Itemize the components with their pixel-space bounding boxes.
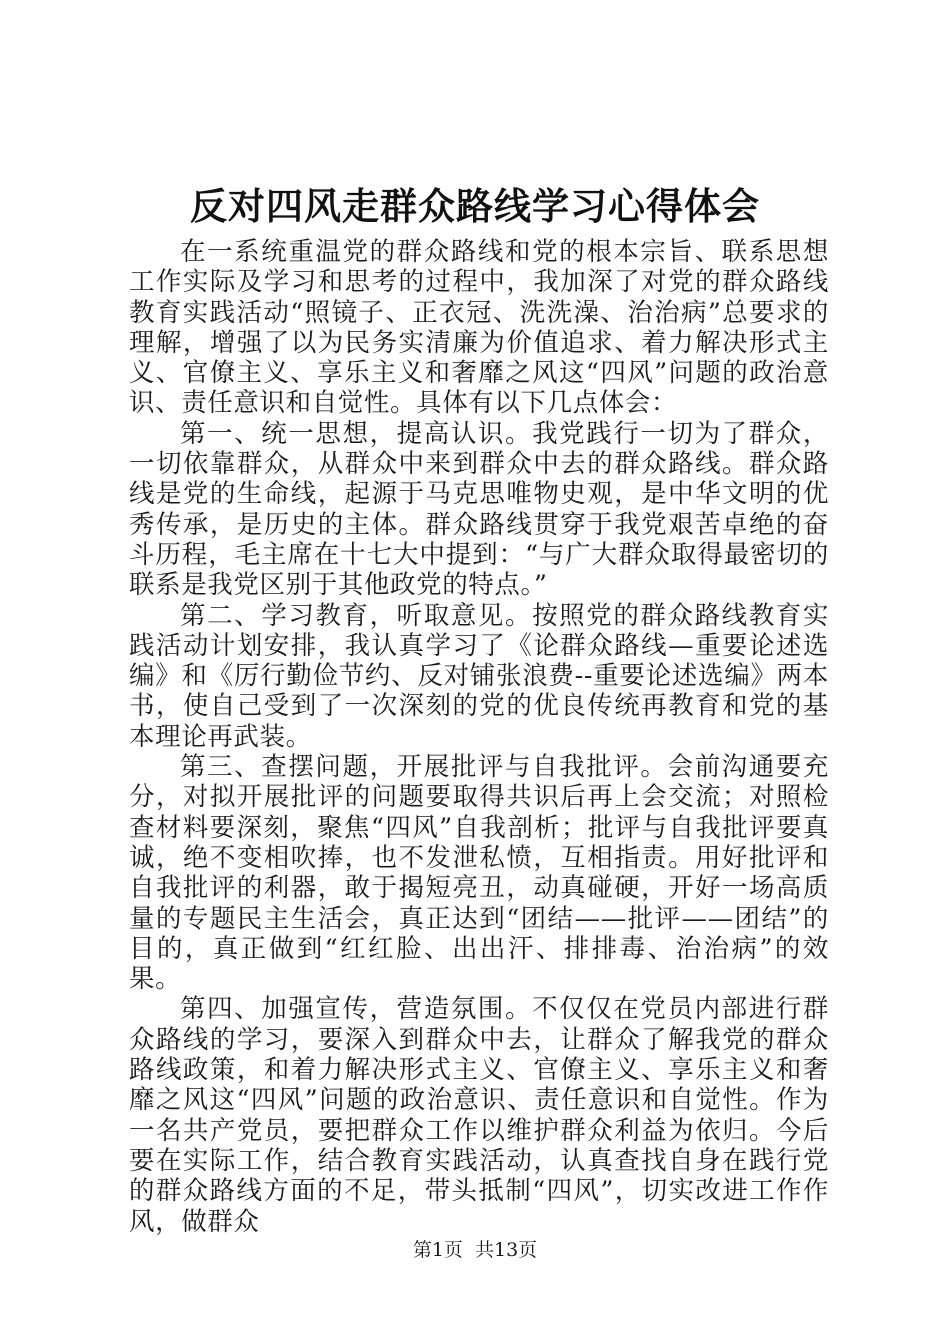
- paragraph-point-3: 第三、查摆问题，开展批评与自我批评。会前沟通要充分，对拟开展批评的问题要取得共识后再上会交流；对照检查材料要深刻，聚焦“四风”自我剖析；批评与自我批评要真诚，绝不变相吹捧，也不发泄私愤，互相指责。用好批评和自我批评的利器，敢于揭短亮丑，动真碰硬，开好一场高质量的专题民主生活会，真正达到“团结——批评——团结”的目的，真正做到“红红脸、出出汗、排排毒、治治病”的效果。: [129, 752, 829, 995]
- paragraph-point-4: 第四、加强宣传，营造氛围。不仅仅在党员内部进行群众路线的学习，要深入到群众中去，让群众了解我党的群众路线政策，和着力解决形式主义、官僚主义、享乐主义和奢靡之风这“四风”问题的政治意识、责任意识和自觉性。作为一名共产党员，要把群众工作以维护群众利益为依归。今后要在实际工作，结合教育实践活动，认真查找自身在践行党的群众路线方面的不足，带头抵制“四风”，切实改进工作作风，做群众: [129, 994, 829, 1237]
- page-number-label: 第1页 共13页: [412, 1239, 538, 1261]
- document-body: [129, 237, 829, 1237]
- document-title: 反对四风走群众路线学习心得体会: [190, 185, 760, 228]
- paragraph-point-1: 第一、统一思想，提高认识。我党践行一切为了群众，一切依靠群众，从群众中来到群众中去的群众路线。群众路线是党的生命线，起源于马克思唯物史观，是中华文明的优秀传承，是历史的主体。群众路线贯穿于我党艰苦卓绝的奋斗历程，毛主席在十七大中提到：“与广大群众取得最密切的联系是我党区别于其他政党的特点。”: [129, 418, 829, 601]
- page-footer: [0, 1238, 950, 1262]
- paragraph-intro: 在一系统重温党的群众路线和党的根本宗旨、联系思想工作实际及学习和思考的过程中，我加深了对党的群众路线教育实践活动“照镜子、正衣冠、洗洗澡、治治病”总要求的理解，增强了以为民务实清廉为价值追求、着力解决形式主义、官僚主义、享乐主义和奢靡之风这“四风”问题的政治意识、责任意识和自觉性。具体有以下几点体会：: [129, 237, 829, 419]
- paragraph-point-2: 第二、学习教育，听取意见。按照党的群众路线教育实践活动计划安排，我认真学习了《论群众路线—重要论述选编》和《厉行勤俭节约、反对铺张浪费--重要论述选编》两本书，使自己受到了一次深刻的党的优良传统再教育和党的基本理论再武装。: [129, 600, 829, 752]
